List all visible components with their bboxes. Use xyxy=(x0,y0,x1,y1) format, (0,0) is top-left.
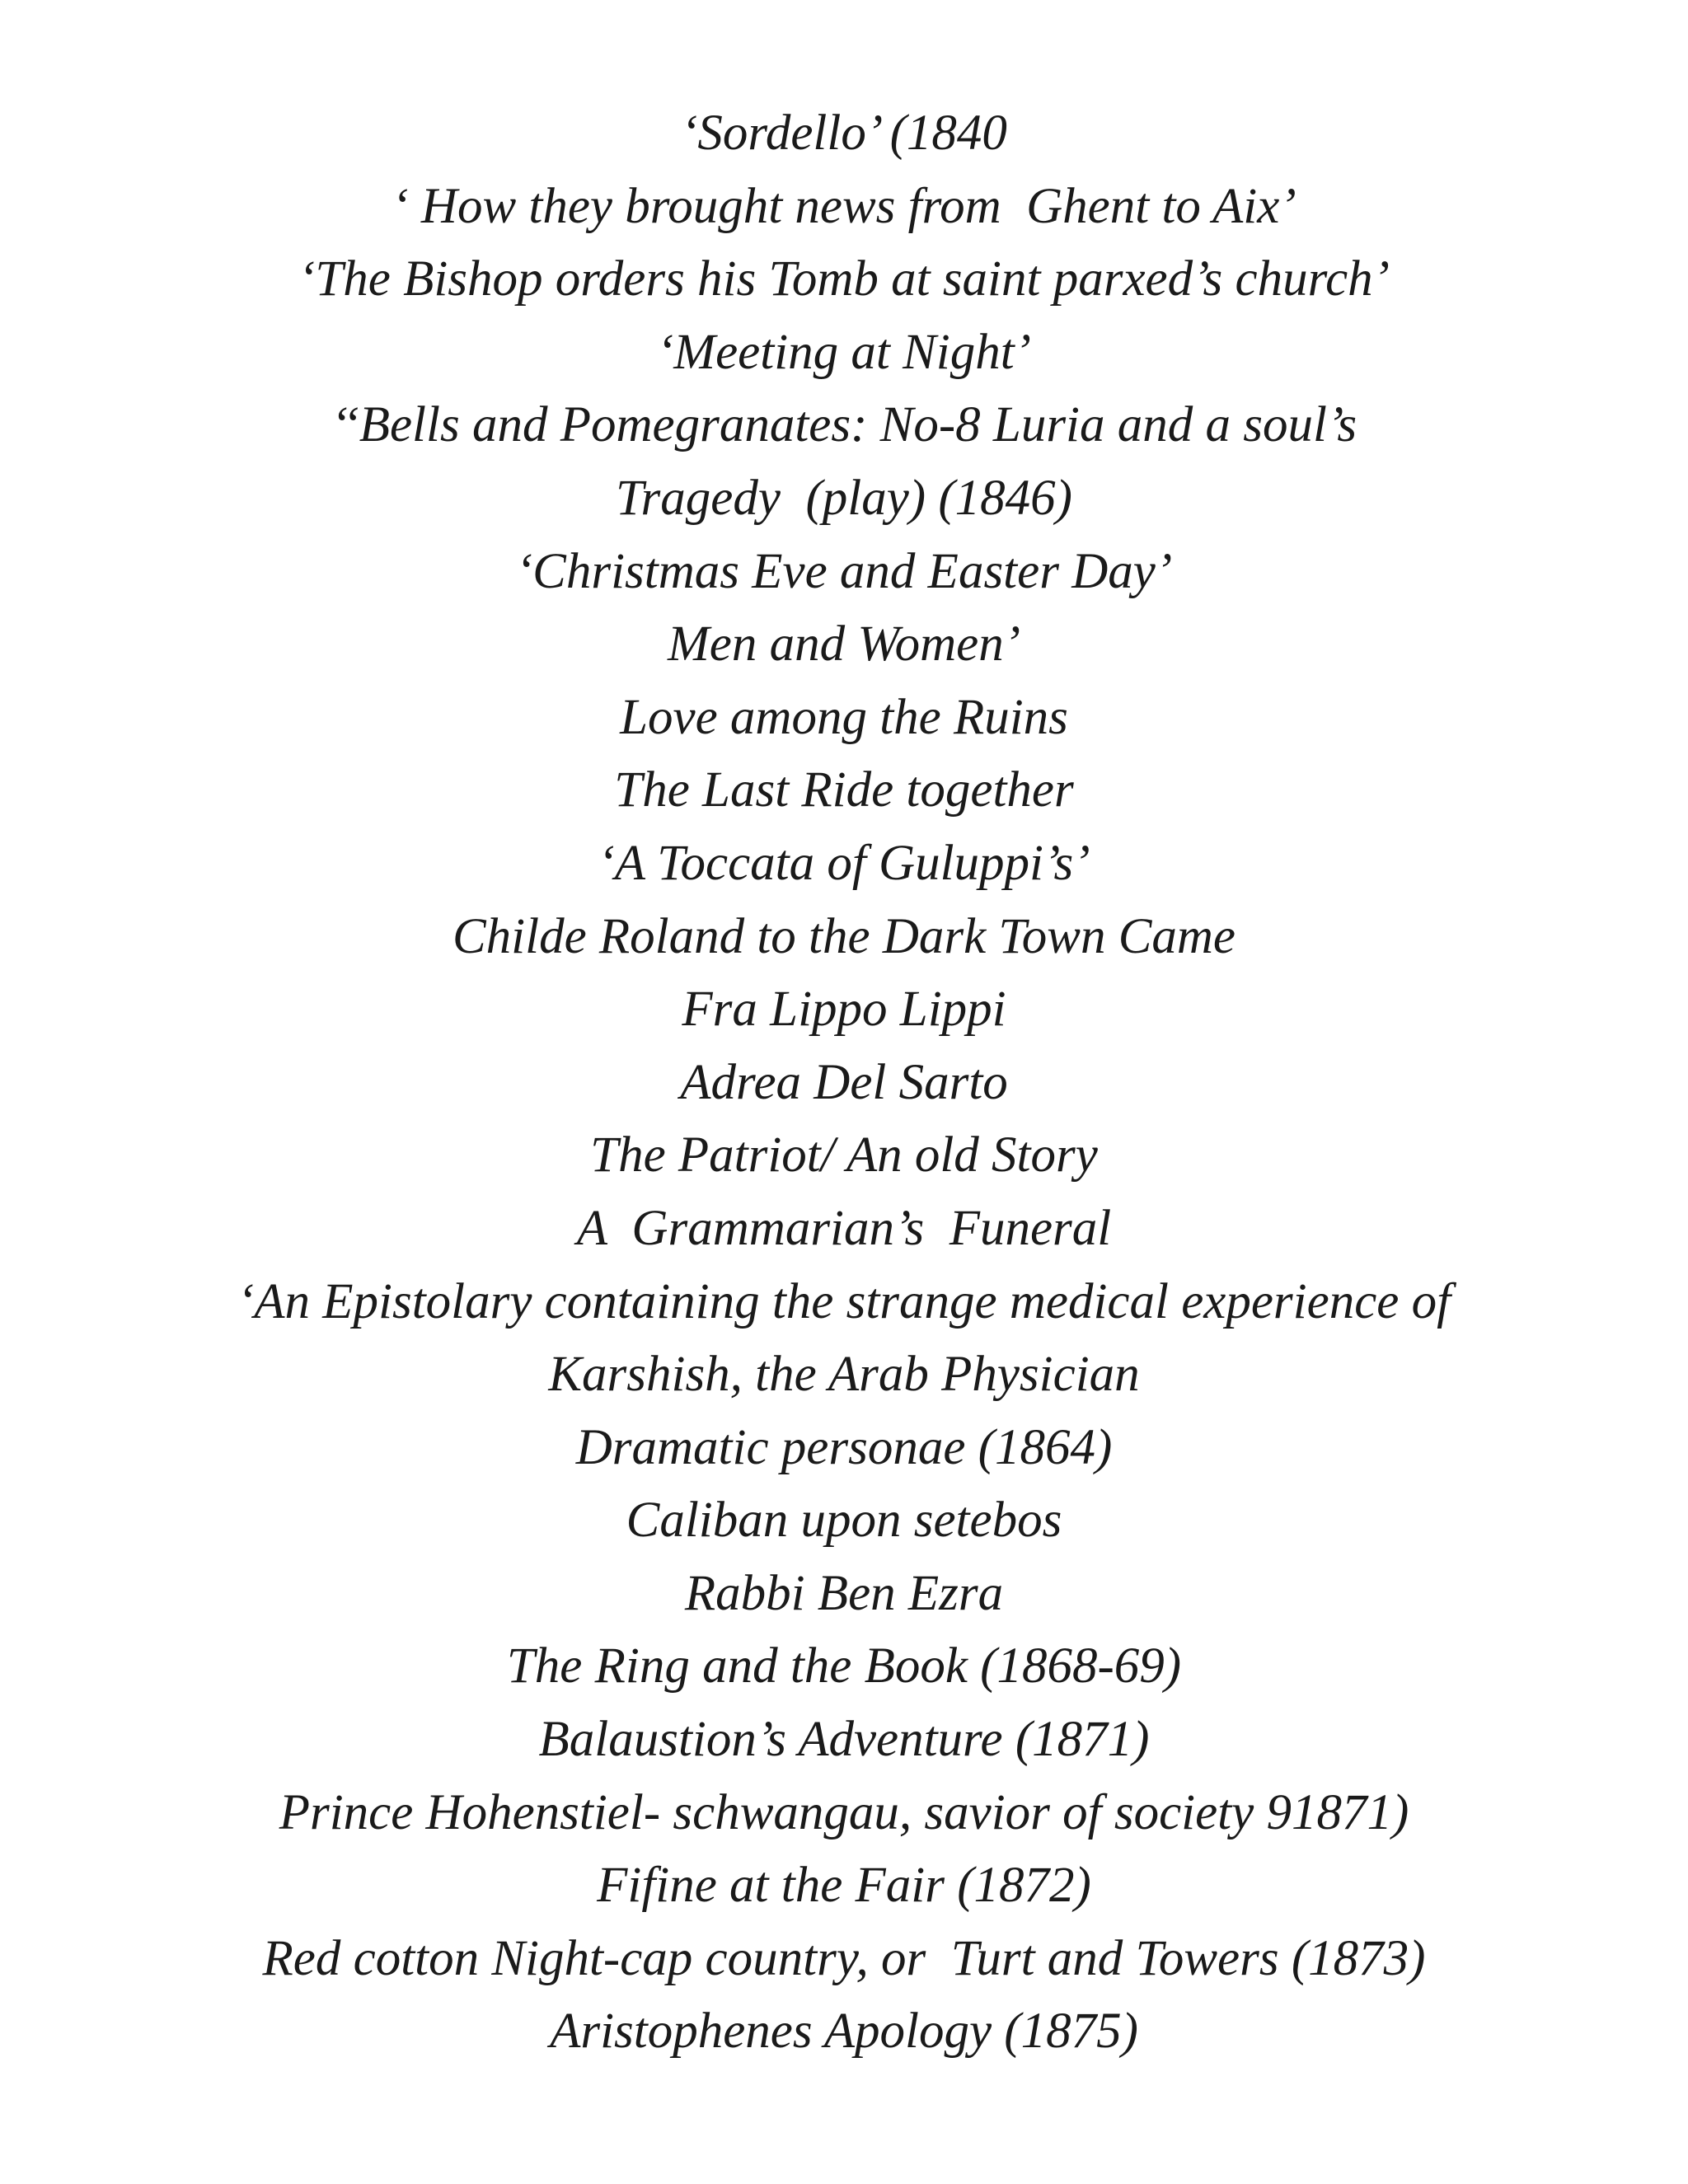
list-item: Tragedy (play) (1846) xyxy=(616,470,1072,526)
list-item: Caliban upon setebos xyxy=(626,1493,1062,1549)
list-item: Childe Roland to the Dark Town Came xyxy=(452,908,1236,964)
list-item: ‘The Bishop orders his Tomb at saint parxed’s church’ xyxy=(298,251,1390,307)
list-item: Karshish, the Arab Physician xyxy=(548,1347,1140,1403)
list-item: ‘Sordello’ (1840 xyxy=(681,105,1007,161)
list-item: A Grammarian’s Funeral xyxy=(576,1200,1112,1256)
list-item: The Ring and the Book (1868-69) xyxy=(506,1638,1182,1694)
list-item: Men and Women’ xyxy=(667,616,1021,673)
list-item: ‘ How they brought news from Ghent to Aix’ xyxy=(392,178,1296,234)
list-item: Adrea Del Sarto xyxy=(680,1054,1008,1110)
list-item: ‘A Toccata of Guluppi’s’ xyxy=(598,835,1090,891)
list-item: ‘Christmas Eve and Easter Day’ xyxy=(515,543,1173,599)
list-item: Dramatic personae (1864) xyxy=(575,1419,1113,1475)
list-item: Aristophenes Apology (1875) xyxy=(550,2004,1138,2060)
list-item: ‘An Epistolary containing the strange medical experience of xyxy=(237,1273,1451,1329)
list-item: Fra Lippo Lippi xyxy=(682,982,1006,1038)
list-item: The Patriot/ An old Story xyxy=(590,1127,1098,1183)
list-item: Balaustion’s Adventure (1871) xyxy=(538,1712,1150,1768)
works-list xyxy=(0,97,1688,2069)
list-item: Rabbi Ben Ezra xyxy=(684,1565,1004,1621)
list-item: Fifine at the Fair (1872) xyxy=(597,1858,1091,1914)
list-item: ‘‘Bells and Pomegranates: No-8 Luria and a soul’s xyxy=(331,397,1357,453)
list-item: The Last Ride together xyxy=(614,762,1074,818)
list-item: Red cotton Night-cap country, or Turt and Towers (1873) xyxy=(262,1930,1426,1986)
list-item: Prince Hohenstiel- schwangau, savior of society 91871) xyxy=(279,1784,1409,1840)
list-item: Love among the Ruins xyxy=(620,689,1068,745)
list-item: ‘Meeting at Night’ xyxy=(656,324,1031,380)
